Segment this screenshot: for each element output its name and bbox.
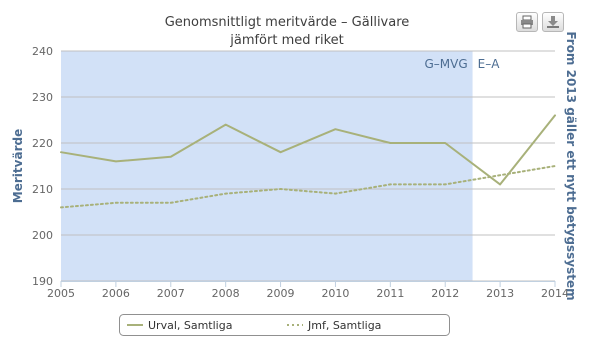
series-2-point-2008 bbox=[224, 192, 226, 194]
y-tick-label-200: 200 bbox=[32, 229, 53, 242]
series-1-point-2013 bbox=[499, 183, 501, 185]
series-2-point-2009 bbox=[279, 188, 281, 190]
chart-title: Genomsnittligt meritvärde – Gällivare bbox=[164, 15, 410, 30]
print-button[interactable] bbox=[516, 12, 538, 32]
download-icon bbox=[546, 15, 560, 29]
series-1-point-2010 bbox=[334, 128, 336, 130]
x-tick-label-2012: 2012 bbox=[431, 287, 460, 300]
y-tick-label-220: 220 bbox=[32, 137, 53, 150]
legend-label-1: Urval, Samtliga bbox=[148, 319, 233, 332]
series-2-point-2013 bbox=[499, 174, 501, 176]
series-2-point-2012 bbox=[444, 183, 446, 185]
x-tick-label-2010: 2010 bbox=[321, 287, 350, 300]
series-1-point-2006 bbox=[115, 160, 117, 162]
series-1-point-2005 bbox=[60, 151, 62, 153]
series-1-point-2009 bbox=[279, 151, 281, 153]
plot-band-1 bbox=[61, 51, 473, 281]
band-label-2: E–A bbox=[477, 57, 500, 71]
printer-icon bbox=[520, 15, 534, 29]
series-1-point-2012 bbox=[444, 142, 446, 144]
y-tick-label-230: 230 bbox=[32, 91, 53, 104]
series-2-point-2006 bbox=[115, 202, 117, 204]
series-1-point-2007 bbox=[170, 156, 172, 158]
x-tick-label-2008: 2008 bbox=[211, 287, 240, 300]
y-axis-label: Meritvärde bbox=[11, 128, 25, 204]
x-tick-label-2009: 2009 bbox=[266, 287, 295, 300]
download-button[interactable] bbox=[542, 12, 564, 32]
series-2-point-2014 bbox=[554, 165, 556, 167]
series-2-point-2007 bbox=[170, 202, 172, 204]
band-label-1: G–MVG bbox=[424, 57, 468, 71]
series-2-point-2005 bbox=[60, 206, 62, 208]
y2-axis-label: From 2013 gäller ett nytt betygssystem bbox=[564, 31, 578, 301]
chart-subtitle: jämfört med riket bbox=[230, 33, 344, 48]
legend-label-2: Jmf, Samtliga bbox=[308, 319, 382, 332]
series-1-point-2014 bbox=[554, 114, 556, 116]
y-tick-label-210: 210 bbox=[32, 183, 53, 196]
y-tick-label-190: 190 bbox=[32, 275, 53, 288]
x-tick-label-2014: 2014 bbox=[541, 287, 569, 300]
x-tick-label-2013: 2013 bbox=[486, 287, 515, 300]
x-tick-label-2005: 2005 bbox=[47, 287, 75, 300]
x-tick-label-2006: 2006 bbox=[101, 287, 130, 300]
x-tick-label-2011: 2011 bbox=[376, 287, 405, 300]
y-tick-label-240: 240 bbox=[32, 45, 53, 58]
series-1-point-2011 bbox=[389, 142, 391, 144]
series-2-point-2011 bbox=[389, 183, 391, 185]
x-tick-label-2007: 2007 bbox=[156, 287, 185, 300]
series-2-point-2010 bbox=[334, 192, 336, 194]
series-1-point-2008 bbox=[224, 123, 226, 125]
